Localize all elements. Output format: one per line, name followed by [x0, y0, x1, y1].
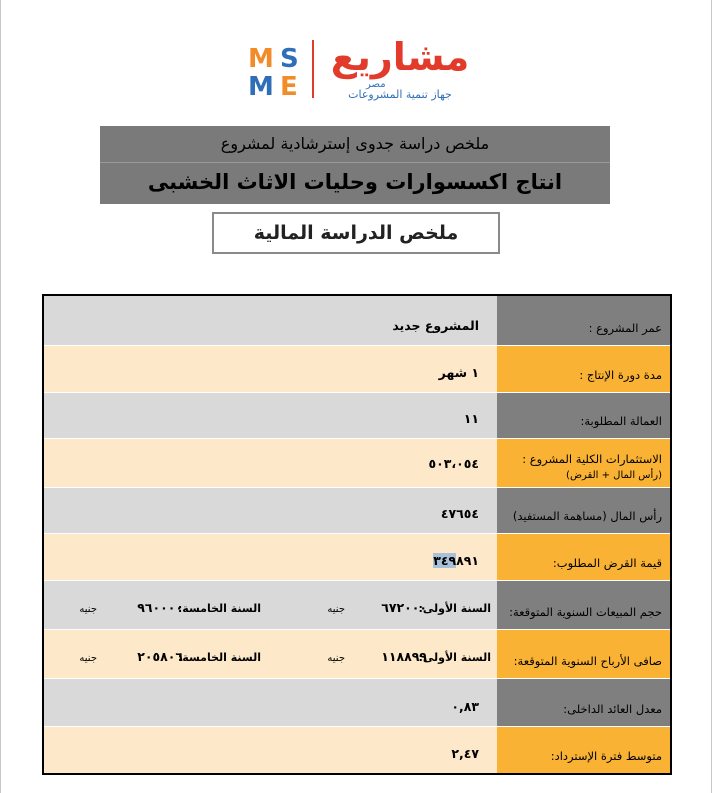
- row-value: ٤٧٦٥٤: [440, 506, 479, 521]
- year1-currency: جنيه: [327, 604, 345, 615]
- row-irr: [44, 679, 670, 727]
- row-label: متوسط فترة الإسترداد:: [497, 727, 670, 773]
- logo-letter-m1: M: [248, 44, 274, 74]
- banner-line1: ملخص دراسة جدوى إسترشادية لمشروع: [220, 134, 490, 153]
- row-total-investment: [44, 439, 670, 488]
- row-value: [433, 553, 479, 568]
- row-label: العمالة المطلوبة:: [497, 393, 670, 438]
- row-production-cycle: [44, 346, 670, 393]
- row-value-cell: [44, 296, 497, 345]
- year1-label: السنة الأولى:: [418, 651, 491, 664]
- row-label: مدة دورة الإنتاج :: [497, 346, 670, 392]
- banner-line2: انتاج اكسسوارات وحليات الاثاث الخشبى: [147, 170, 563, 194]
- row-label: حجم المبيعات السنوية المتوقعة:: [497, 581, 670, 629]
- row-value-cell: [44, 439, 497, 487]
- row-label: قيمة القرض المطلوب:: [497, 534, 670, 580]
- row-loan: [44, 534, 670, 581]
- logo-divider: [312, 40, 314, 98]
- row-value-cell: [44, 534, 497, 580]
- logo-country: مصر: [366, 79, 386, 90]
- logo-brand: مشاريع: [330, 35, 470, 79]
- row-value-cell: [44, 679, 497, 726]
- year5-currency: جنيه: [79, 604, 97, 615]
- logo-agency: جهاز تنمية المشروعات: [348, 88, 452, 101]
- highlighted-text: ٣٤٩: [433, 553, 457, 568]
- financial-summary-table: [42, 294, 672, 775]
- row-payback: [44, 727, 670, 773]
- row-label: صافى الأرباح السنوية المتوقعة:: [497, 630, 670, 678]
- row-sublabel: (رأس المال + القرض): [566, 470, 662, 481]
- row-value-cell: [44, 581, 497, 629]
- logo-letter-e: E: [280, 72, 298, 102]
- row-value: ٢,٤٧: [451, 746, 479, 761]
- msme-logo: [246, 36, 482, 110]
- year1-value: ١١٨٨٩٩: [381, 649, 427, 664]
- year5-value: ٢٠٥٨٠٦: [137, 649, 183, 664]
- year5-label: السنة الخامسة:: [177, 602, 261, 615]
- row-value: ١١: [463, 411, 479, 426]
- year5-currency: جنيه: [79, 653, 97, 664]
- value-rest: ٨٩١: [456, 553, 479, 568]
- row-sales: [44, 581, 670, 630]
- banner-separator: [100, 162, 610, 163]
- row-label: الاستثمارات الكلية المشروع :: [522, 452, 662, 466]
- row-value: ٥٠٣،٠٥٤: [428, 456, 479, 471]
- row-profits: [44, 630, 670, 679]
- year1-currency: جنيه: [327, 653, 345, 664]
- row-value-cell: [44, 727, 497, 773]
- year1-value: ٦٧٢٠٠٠: [381, 600, 427, 615]
- row-value: ٠,٨٣: [451, 699, 479, 714]
- row-value-cell: [44, 488, 497, 533]
- row-value-cell: [44, 393, 497, 438]
- row-label: رأس المال (مساهمة المستفيد): [497, 488, 670, 533]
- row-label: معدل العائد الداخلى:: [497, 679, 670, 726]
- summary-title: ملخص الدراسة المالية: [212, 212, 500, 254]
- title-banner: [100, 126, 610, 204]
- row-value-cell: [44, 630, 497, 678]
- row-labor: [44, 393, 670, 439]
- row-capital: [44, 488, 670, 534]
- row-label: عمر المشروع :: [497, 296, 670, 345]
- logo-letter-s: S: [280, 44, 299, 74]
- year5-label: السنة الخامسة:: [177, 651, 261, 664]
- row-label-cell: [497, 439, 670, 487]
- logo-letter-m2: M: [248, 72, 274, 102]
- row-value: ١ شهر: [438, 365, 479, 380]
- year1-label: السنة الأولى:: [418, 602, 491, 615]
- row-value-cell: [44, 346, 497, 392]
- year5-value: ٩٦٠٠٠٠: [137, 600, 183, 615]
- row-value: المشروع جديد: [392, 318, 479, 333]
- row-project-age: [44, 296, 670, 346]
